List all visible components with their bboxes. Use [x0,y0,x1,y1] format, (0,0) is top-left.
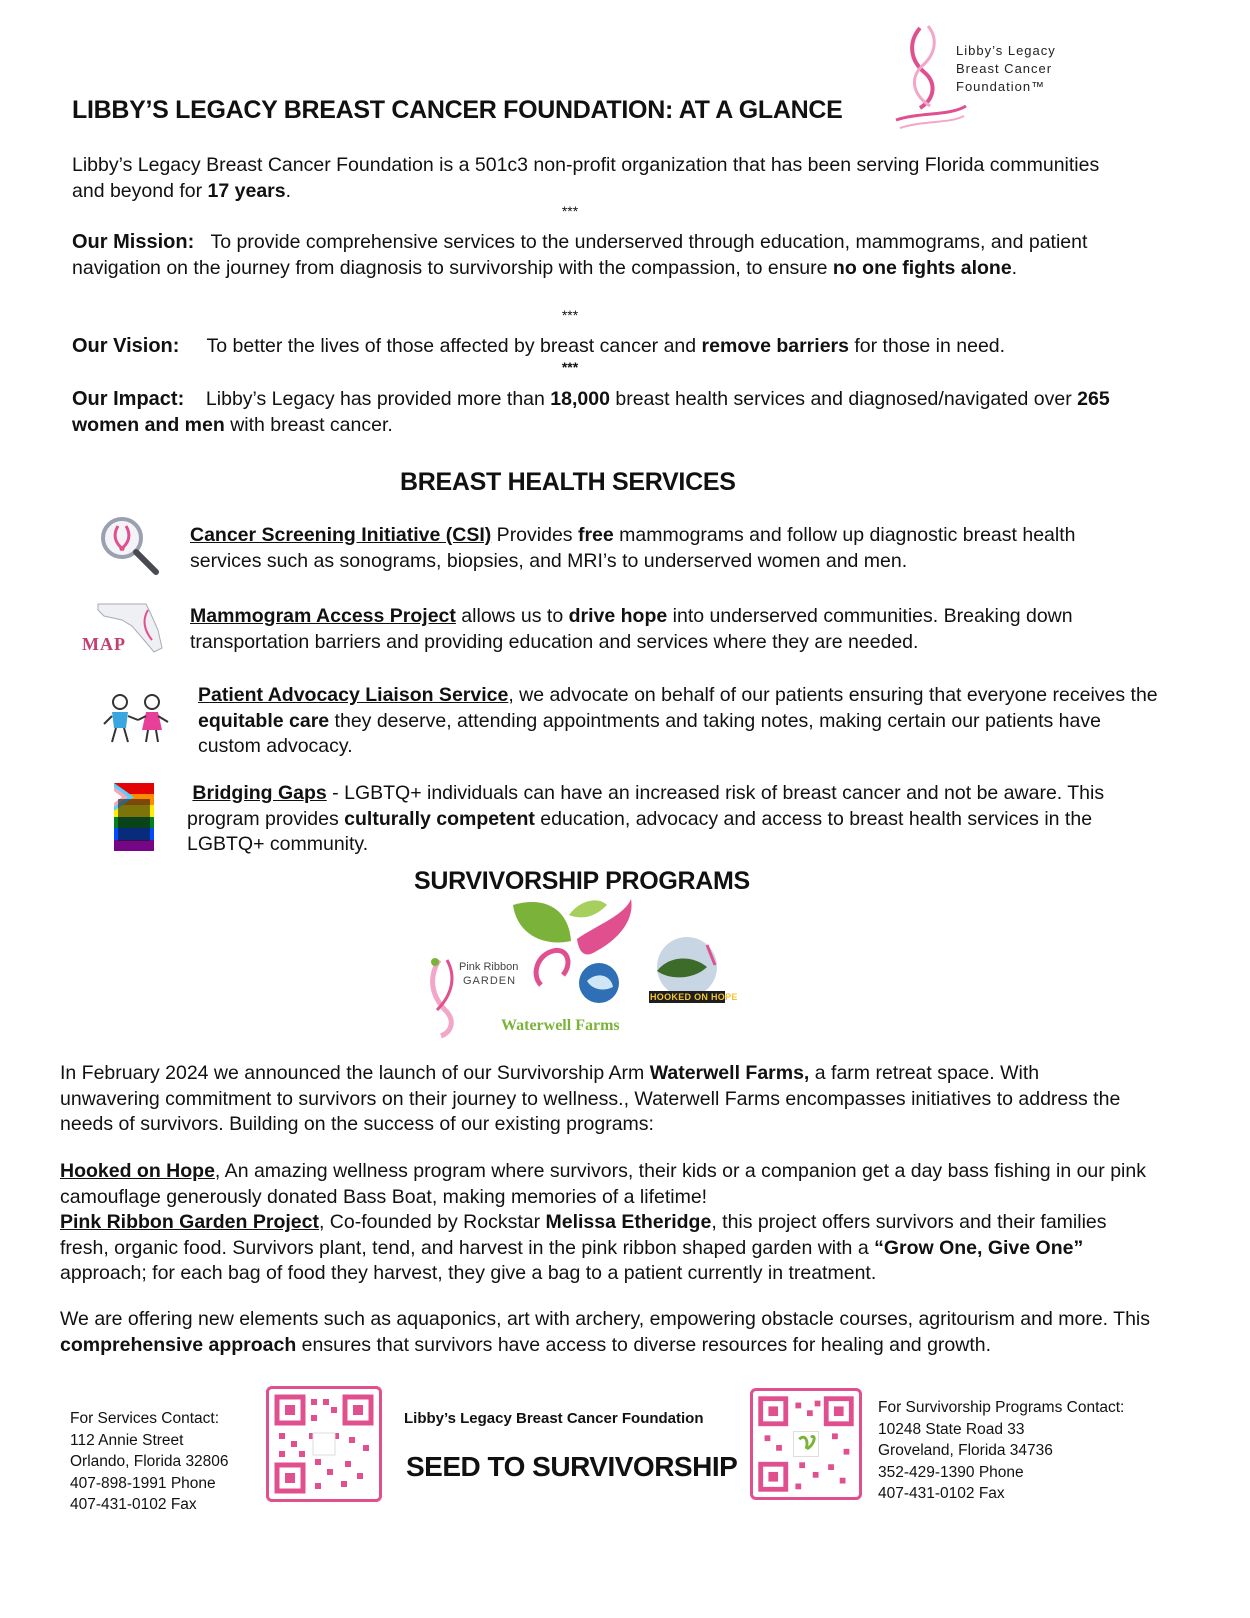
gaps-bold: culturally competent [344,807,535,830]
map-bold: drive hope [568,605,668,627]
survivorship-heading: SURVIVORSHIP PROGRAMS [414,867,750,895]
logo-line-3: Foundation™ [956,79,1046,94]
survivorship-contact-fax: 407-431-0102 Fax [878,1485,1005,1502]
mission-bold: no one fights alone [832,256,1012,279]
impact-people-count: 265 women and men [72,388,1110,436]
survivorship-contact-address-2: Groveland, Florida 34736 [878,1442,1053,1459]
magnifier-ribbon-icon [98,514,160,576]
survivorship-qr-code[interactable] [750,1388,862,1500]
csi-text-1: Provides [491,524,578,546]
garden-text-2: , this project offers survivors and their families fresh, organic food. Survivors plant, tend, and harvest in the pink ribbon shaped garden with a [60,1211,1107,1259]
survivorship-paragraph-2 [60,1159,1160,1287]
services-heading: BREAST HEALTH SERVICES [400,468,736,496]
map-text-1: allows us to [455,605,569,627]
survivorship-para1-text-1: In February 2024 we announced the launch of our Survivorship Arm [60,1062,650,1084]
separator-1: *** [561,203,579,219]
logo-line-1: Libby’s Legacy [956,43,1056,58]
impact-text-2: breast health services and diagnosed/navigated over [609,388,1078,410]
map-paragraph [190,604,1140,655]
footer-tagline: SEED TO SURVIVORSHIP [406,1451,738,1482]
csi-text-2: mammograms and follow up diagnostic breast health services such as sonograms, biopsies, and MRI’s to underserved women and men. [190,524,1076,572]
survivorship-paragraph-1 [60,1061,1140,1138]
survivorship-para1-bold: Waterwell Farms, [649,1062,810,1084]
csi-title: Cancer Screening Initiative (CSI) [190,524,492,546]
waterwell-logo-text: Waterwell Farms [501,1017,620,1034]
services-qr-code[interactable] [266,1386,382,1502]
mission-end: . [1011,256,1018,279]
pals-text-1: , we advocate on behalf of our patients ensuring that everyone receives the [508,684,1158,706]
vision-paragraph [72,334,1132,360]
vision-bold: remove barriers [701,335,849,357]
mission-label: Our Mission: [72,231,195,253]
survivorship-para1-text-2: a farm retreat space. With unwavering commitment to survivors on their journey to wellness., Waterwell Farms encompasses initiatives to address the needs of survivors. Building on the success of our existing programs: [60,1062,1121,1135]
services-contact-fax: 407-431-0102 Fax [70,1496,197,1513]
qr-code-icon [269,1389,379,1499]
pals-paragraph [198,683,1163,760]
garden-logo-text-2: GARDEN [463,975,517,987]
foundation-logo [890,20,1090,135]
survivorship-para3-text-1: We are offering new elements such as aquaponics, art with archery, empowering obstacle courses, agritourism and more. This [60,1308,1151,1330]
services-contact-address-2: Orlando, Florida 32806 [70,1453,229,1470]
intro-paragraph [72,153,1112,204]
impact-paragraph [72,387,1122,438]
impact-text-1: Libby’s Legacy has provided more than [205,388,551,410]
vision-end: for those in need. [848,335,1006,357]
survivorship-contact-title: For Survivorship Programs Contact: [878,1399,1125,1416]
progress-pride-flag-icon [114,783,154,851]
survivorship-contact-phone: 352-429-1390 Phone [878,1463,1024,1481]
map-title: Mammogram Access Project [190,605,456,627]
survivorship-contact-address-1: 10248 State Road 33 [878,1420,1025,1438]
csi-bold: free [577,524,614,546]
intro-years: 17 years [207,179,286,202]
survivorship-para3-bold: comprehensive approach [60,1333,297,1356]
garden-bold-2: “Grow One, Give One” [874,1236,1084,1259]
waterwell-farms-icon [507,895,647,1020]
map-text-2: into underserved communities. Breaking down transportation barriers and providing education and services where they are needed. [190,605,1073,653]
garden-bold-1: Melissa Etheridge [545,1211,712,1233]
gaps-paragraph [187,781,1162,858]
survivorship-paragraph-3 [60,1307,1150,1358]
services-contact-title: For Services Contact: [70,1410,220,1427]
hooked-logo-text: HOOKED ON HOPE [650,992,738,1002]
separator-3: *** [561,359,579,375]
gaps-text-1: - LGBTQ+ individuals can have an increased risk of breast cancer and not be aware. This program provides [187,782,1105,830]
gaps-text-2: education, advocacy and access to breast health services in the LGBTQ+ community. [187,807,1093,855]
garden-text-3: approach; for each bag of food they harvest, they give a bag to a patient currently in treatment. [60,1262,877,1284]
garden-logo-text-1: Pink Ribbon [459,961,519,973]
csi-paragraph [190,523,1140,574]
separator-2: *** [561,307,579,323]
impact-text-3: with breast cancer. [224,413,393,436]
vision-text: To better the lives of those affected by breast cancer and [206,335,702,357]
pals-text-2: they deserve, attending appointments and taking notes, making certain our patients have custom advocacy. [198,709,1101,757]
pals-title: Patient Advocacy Liaison Service [198,684,509,706]
two-kids-icon [102,692,174,748]
footer-org-name: Libby’s Legacy Breast Cancer Foundation [404,1410,704,1427]
intro-text: Libby’s Legacy Breast Cancer Foundation is a 501c3 non-profit organization that has been serving Florida communities and beyond for [72,154,1100,202]
services-contact [70,1408,229,1516]
impact-services-count: 18,000 [550,388,610,410]
garden-text-1: , Co-founded by Rockstar [318,1211,546,1233]
logo-line-2: Breast Cancer [956,61,1053,76]
pals-bold: equitable care [198,709,330,732]
mission-paragraph [72,230,1122,281]
map-logo-text: MAP [82,634,126,654]
survivorship-contact [878,1397,1124,1505]
hooked-text: , An amazing wellness program where survivors, their kids or a companion get a day bass fishing in our pink camouflage generously donated Bass Boat, making memories of a lifetime! [60,1160,1146,1208]
garden-title: Pink Ribbon Garden Project [60,1211,319,1233]
map-logo [76,600,176,662]
qr-code-icon [753,1391,859,1497]
services-contact-phone: 407-898-1991 Phone [70,1474,216,1492]
hooked-title: Hooked on Hope [60,1160,215,1182]
survivorship-logos [425,895,745,1040]
vision-label: Our Vision: [72,335,180,357]
survivorship-para3-text-2: ensures that survivors have access to diverse resources for healing and growth. [296,1333,992,1356]
page-title: LIBBY’S LEGACY BREAST CANCER FOUNDATION: AT A GLANCE [72,96,843,124]
gaps-title: Bridging Gaps [192,782,327,804]
services-contact-address-1: 112 Annie Street [70,1431,184,1449]
intro-end: . [285,179,292,202]
mission-text: To provide comprehensive services to the underserved through education, mammograms, and patient navigation on the journey from diagnosis to survivorship with the compassion, to ensure [72,231,1088,279]
impact-label: Our Impact: [72,388,185,410]
